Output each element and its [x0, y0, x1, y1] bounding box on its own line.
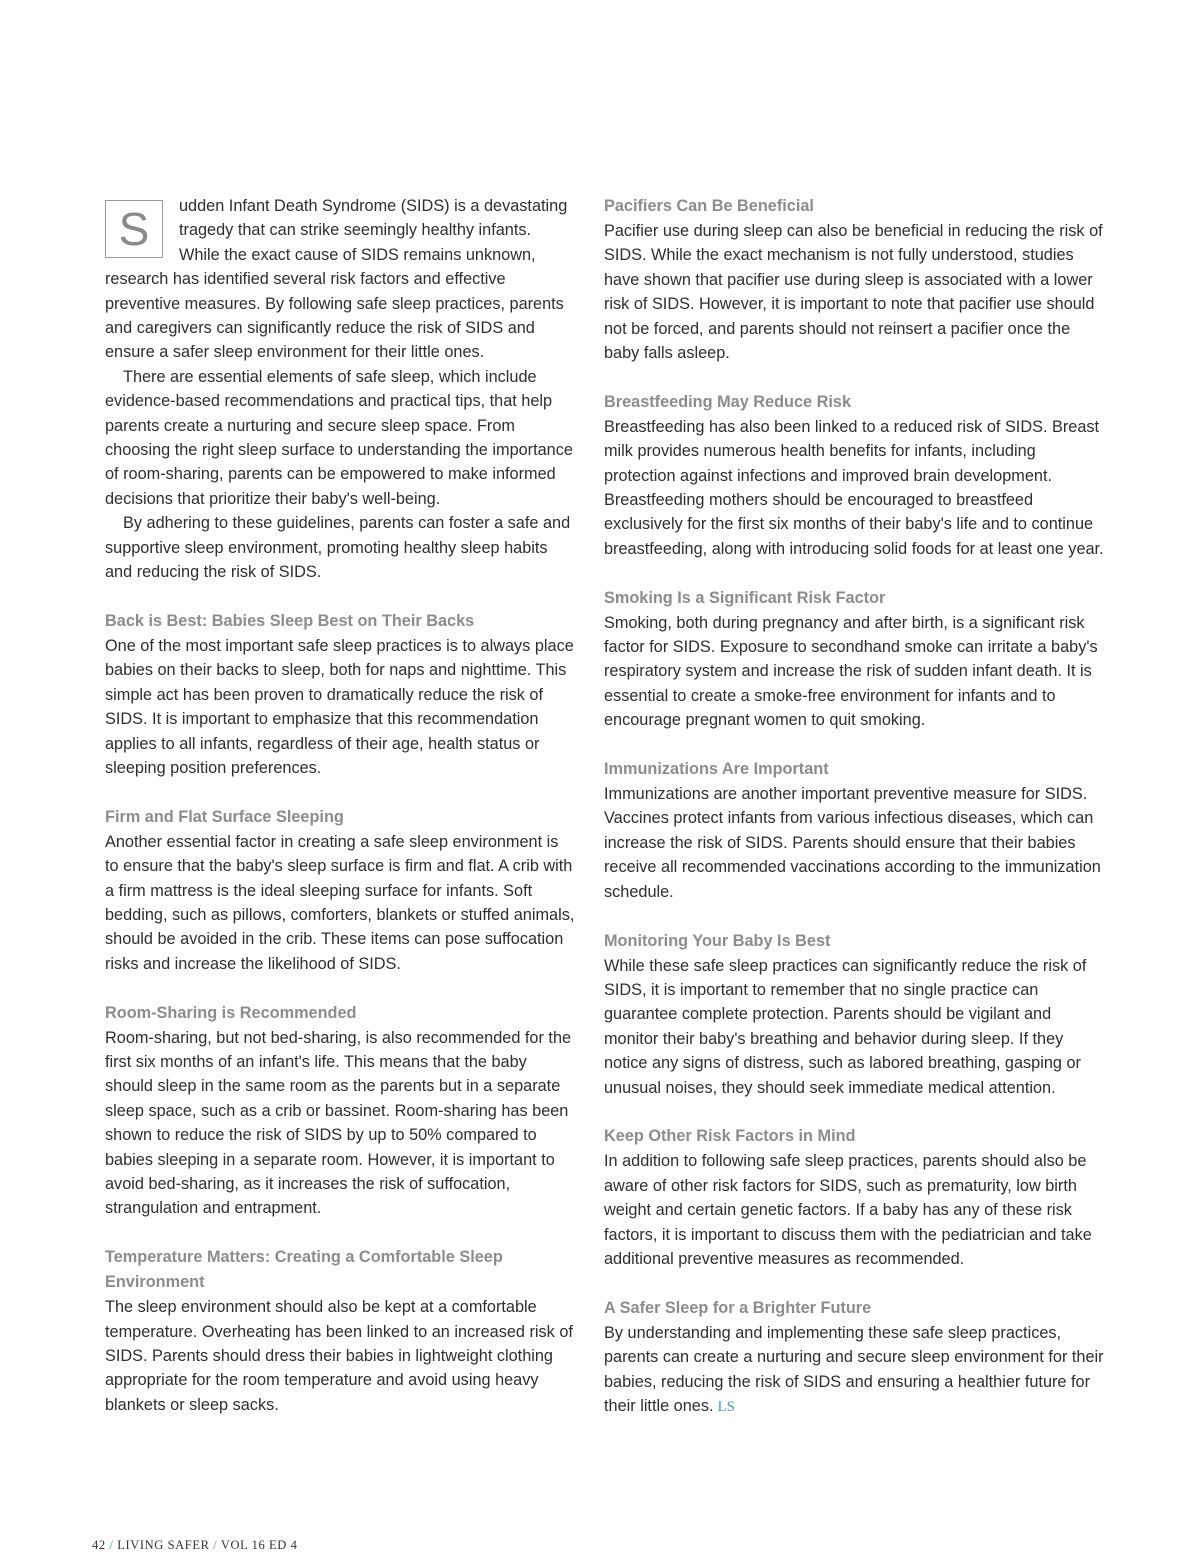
issue-label: VOL 16 ED 4 [220, 1538, 298, 1552]
section-body: Another essential factor in creating a safe sleep environment is to ensure that the baby's sleep surface is firm and flat. A crib with a firm mattress is the ideal sleeping surface for infants. Soft bedding, such as pillows, comforters, blankets or stuffed animals, should be avoided in the crib. These items can pose suffocation risks and increase the likelihood of SIDS. [105, 832, 575, 973]
end-mark-logo: LS [717, 1398, 736, 1415]
section-heading: Firm and Flat Surface Sleeping [105, 807, 344, 826]
section-heading: Breastfeeding May Reduce Risk [604, 392, 852, 411]
footer-separator: / [109, 1538, 114, 1552]
intro-paragraph-1 [105, 194, 575, 365]
section-heading: Back is Best: Babies Sleep Best on Their Backs [105, 611, 475, 630]
section-breastfeeding [604, 390, 1104, 561]
section-firm-flat-surface [105, 805, 575, 976]
section-body: The sleep environment should also be kept at a comfortable temperature. Overheating has been linked to an increased risk of SIDS. Parents should dress their babies in lightweight clothing appropriate for the room temperature and avoid using heavy blankets or sleep sacks. [105, 1298, 573, 1414]
section-body: Pacifier use during sleep can also be beneficial in reducing the risk of SIDS. While the exact mechanism is not fully understood, studies have shown that pacifier use during sleep is associated with a lower risk of SIDS. However, it is important to note that pacifier use should not be forced, and parents should not reinsert a pacifier once the baby falls asleep. [604, 222, 1103, 363]
section-heading: Smoking Is a Significant Risk Factor [604, 588, 886, 607]
section-heading: Immunizations Are Important [604, 760, 829, 779]
left-column [105, 194, 575, 1417]
section-room-sharing [105, 1001, 575, 1221]
intro-paragraph-1-text: udden Infant Death Syndrome (SIDS) is a devastating tragedy that can strike seemingly healthy infants. While the exact cause of SIDS remains unknown, research has identified several risk factors and effective preventive measures. By following safe sleep practices, parents and caregivers can significantly reduce the risk of SIDS and ensure a safer sleep environment for their little ones. [105, 197, 568, 362]
publication-name: LIVING SAFER [117, 1538, 210, 1552]
section-heading: Room-Sharing is Recommended [105, 1003, 357, 1022]
section-heading: A Safer Sleep for a Brighter Future [604, 1298, 872, 1317]
footer-separator: / [213, 1538, 218, 1552]
section-safer-sleep-future [604, 1296, 1104, 1420]
section-temperature [105, 1245, 575, 1417]
right-column [604, 194, 1104, 1419]
section-smoking [604, 586, 1104, 733]
section-body-text: By understanding and implementing these safe sleep practices, parents can create a nurturing and secure sleep environment for their babies, reducing the risk of SIDS and ensuring a healthier future for their little ones. [604, 1323, 1104, 1415]
page-footer [92, 1538, 297, 1553]
section-immunizations [604, 757, 1104, 904]
section-pacifiers [604, 194, 1104, 365]
section-body: Smoking, both during pregnancy and after birth, is a significant risk factor for SIDS. Exposure to secondhand smoke can irritate a baby's respiratory system and increase the risk of sudden infant death. It is essential to create a smoke-free environment for infants and to encourage pregnant women to quit smoking. [604, 613, 1098, 730]
section-body: Immunizations are another important preventive measure for SIDS. Vaccines protect infants from various infectious diseases, which can increase the risk of SIDS. Parents should ensure that their babies receive all recommended vaccinations according to the immunization schedule. [604, 785, 1101, 901]
section-other-risk-factors [604, 1124, 1104, 1271]
section-back-is-best [105, 609, 575, 780]
section-body: In addition to following safe sleep practices, parents should also be aware of other risk factors for SIDS, such as prematurity, low birth weight and certain genetic factors. If a baby has any of these risk factors, it is important to discuss them with the pediatrician and take additional preventive measures as recommended. [604, 1152, 1092, 1268]
section-monitoring [604, 929, 1104, 1100]
drop-cap: S [105, 200, 163, 258]
intro-paragraph-2: There are essential elements of safe sleep, which include evidence-based recommendations and practical tips, that help parents create a nurturing and secure sleep space. From choosing the right sleep surface to understanding the importance of room-sharing, parents can be empowered to make informed decisions that prioritize their baby's well-being. [105, 367, 573, 508]
section-body: Breastfeeding has also been linked to a reduced risk of SIDS. Breast milk provides numerous health benefits for infants, including protection against infections and improved brain development. Breastfeeding mothers should be encouraged to breastfeed exclusively for the first six months of their baby's life and to continue breastfeeding, along with introducing solid foods for at least one year. [604, 417, 1104, 558]
section-body: While these safe sleep practices can significantly reduce the risk of SIDS, it is important to remember that no single practice can guarantee complete protection. Parents should be vigilant and monitor their baby's breathing and behavior during sleep. If they notice any signs of distress, such as labored breathing, gasping or unusual noises, they should seek immediate medical attention. [604, 956, 1087, 1097]
section-heading: Monitoring Your Baby Is Best [604, 931, 831, 950]
section-heading: Pacifiers Can Be Beneficial [604, 197, 814, 215]
section-body: One of the most important safe sleep practices is to always place babies on their backs to sleep, both for naps and nighttime. This simple act has been proven to dramatically reduce the risk of SIDS. It is important to emphasize that this recommendation applies to all infants, regardless of their age, health status or sleeping position preferences. [105, 636, 574, 777]
section-heading: Keep Other Risk Factors in Mind [604, 1127, 856, 1146]
intro-paragraph-3: By adhering to these guidelines, parents can foster a safe and supportive sleep environment, promoting healthy sleep habits and reducing the risk of SIDS. [105, 514, 571, 582]
section-body [604, 1321, 1104, 1420]
section-body: Room-sharing, but not bed-sharing, is also recommended for the first six months of an infant's life. This means that the baby should sleep in the same room as the parents but in a separate sleep space, such as a crib or bassinet. Room-sharing has been shown to reduce the risk of SIDS by up to 50% compared to babies sleeping in a separate room. However, it is important to avoid bed-sharing, as it increases the risk of suffocation, strangulation and entrapment. [105, 1028, 572, 1218]
section-heading: Temperature Matters: Creating a Comfortable Sleep Environment [105, 1248, 503, 1292]
page-number: 42 [92, 1538, 106, 1552]
